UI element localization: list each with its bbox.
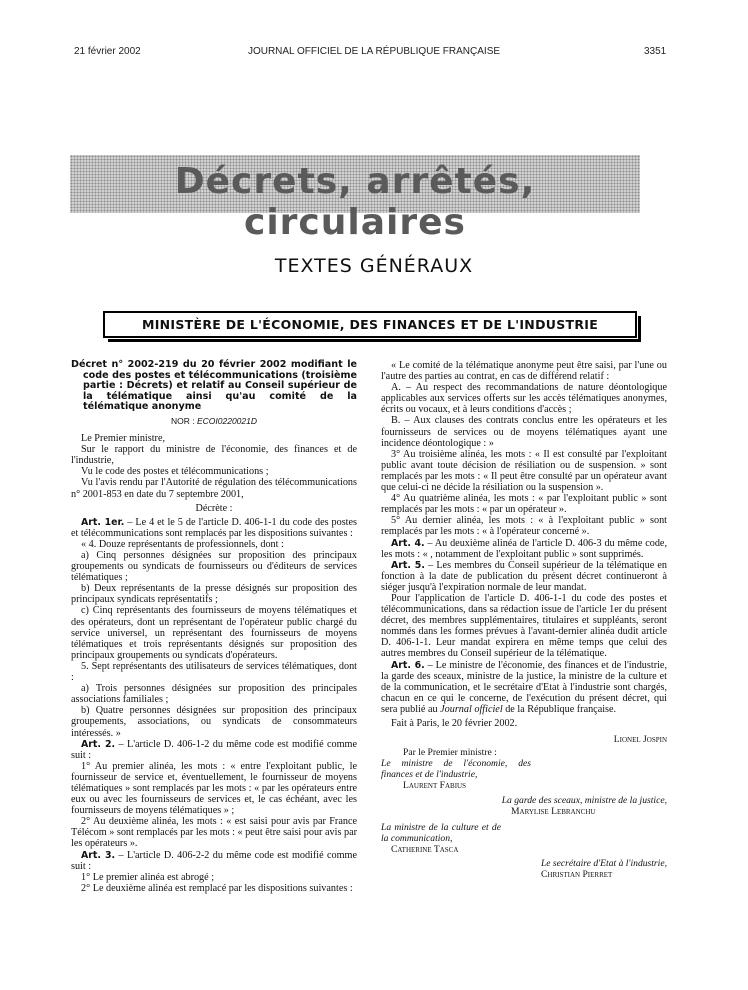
paragraph: B. – Aux clauses des contrats conclus entre les opérateurs et les fournisseurs de services ou de moyens télématiques ayant une incidence déontologique : » xyxy=(381,415,667,449)
article-6: Art. 6. – Le ministre de l'économie, des finances et de l'industrie, la garde des sceaux, ministre de la justice, la ministre de la culture et de la communication, et le secrétaire d'Etat à l'industrie sont chargés, chacun en ce qui le concerne, de l'exécution du présent décret, qui sera publié au Journal officiel de la République française. xyxy=(381,659,667,715)
nor-line: NOR : ECOI0220021D xyxy=(170,415,257,426)
article-3: Art. 3. – L'article D. 406-2-2 du même code est modifié comme suit : xyxy=(71,849,357,872)
paragraph: 2° Au deuxième alinéa, les mots : « est saisi pour avis par France Télécom » sont remplacés par les mots : « peut être saisi pour avis par les opérateurs ». xyxy=(71,816,357,850)
paragraph: Sur le rapport du ministre de l'économie, des finances et de l'industrie, xyxy=(71,444,357,467)
signature-industrie-name: Christian Pierret xyxy=(541,869,613,881)
paragraph: 4° Au quatrième alinéa, les mots : « par l'exploitant public » sont remplacés par les mots : « par un opérateur ». xyxy=(381,493,667,516)
signature-industrie-title: Le secrétaire d'Etat à l'industrie, xyxy=(540,858,667,870)
article-4: Art. 4. – Au deuxième alinéa de l'article D. 406-3 du même code, les mots : « , notamment de l'exploitant public » sont supprimés. xyxy=(381,537,667,560)
page-number: 3351 xyxy=(644,46,667,57)
paragraph: Le Premier ministre, xyxy=(81,433,166,445)
signature-eco-name: Laurent Fabius xyxy=(403,780,466,792)
signature-justice-title: La garde des sceaux, ministre de la justice, xyxy=(501,794,667,806)
paragraph: 1° Le premier alinéa est abrogé ; xyxy=(81,871,215,883)
paragraph: 1° Au premier alinéa, les mots : « entre l'exploitant public, le fournisseur de service et, éventuellement, le fournisseur de moyens télématiques » sont remplacés par les mots : « par les opérateurs entre eux ou avec les fournisseurs de services et, le cas échéant, avec les fournisseurs de moyens télématiques » ; xyxy=(71,760,357,817)
ministry-box xyxy=(103,311,637,338)
paragraph: Vu le code des postes et télécommunications ; xyxy=(81,466,269,478)
article-2: Art. 2. – L'article D. 406-1-2 du même code est modifié comme suit : xyxy=(71,738,357,761)
done-at: Fait à Paris, le 20 février 2002. xyxy=(391,718,518,729)
paragraph: b) Deux représentants de la presse désignés sur proposition des principaux syndicats représentatifs ; xyxy=(71,583,357,606)
decree-title: Décret n° 2002-219 du 20 février 2002 modifiant le code des postes et télécommunications (troisième partie : Décrets) et relatif au Conseil supérieur de la télématique ainsi qu'au comité de la télématique anonyme xyxy=(71,359,357,413)
paragraph: b) Quatre personnes désignées sur proposition des principaux groupements, associations, ou syndicats de consommateurs intéressés. » xyxy=(71,705,357,739)
paragraph: A. – Au respect des recommandations de nature déontologique applicables aux services offerts sur les accès télématiques anonymes, écrits ou vocaux, et à leurs conditions d'accès ; xyxy=(381,382,667,416)
decrete-label: Décrète : xyxy=(195,502,233,514)
nor-code: ECOI0220021D xyxy=(196,415,257,426)
paragraph: 5. Sept représentants des utilisateurs de services télématiques, dont : xyxy=(71,660,357,684)
ministry-title: MINISTÈRE DE L'ÉCONOMIE, DES FINANCES ET DE L'INDUSTRIE xyxy=(141,317,599,332)
article-5: Art. 5. – Les membres du Conseil supérieur de la télématique en fonction à la date de publication du présent décret continueront à siéger jusqu'à l'expiration normale de leur mandat. xyxy=(381,559,667,593)
paragraph: c) Cinq représentants des fournisseurs de moyens télématiques et des opérateurs, dont un représentant de l'opérateur public chargé du service universel, un représentant des fournisseurs de moyens télématiques et trois représentants désignés sur proposition des principaux groupements ou syndicats d'opérateurs. xyxy=(71,605,357,661)
section-banner xyxy=(70,155,640,243)
paragraph: « Le comité de la télématique anonyme peut être saisi, par l'une ou l'autre des parties au contrat, en cas de différend relatif : xyxy=(381,360,667,383)
paragraph: « 4. Douze représentants de professionnels, dont : xyxy=(81,538,284,550)
signature-eco-title: Le ministre de l'économie, des finances et de l'industrie, xyxy=(381,758,531,781)
article-1: Art. 1er. – Le 4 et le 5 de l'article D. 406-1-1 du code des postes et télécommunications sont remplacés par les dispositions suivantes : xyxy=(71,516,357,539)
signature-culture-name: Catherine Tasca xyxy=(391,843,459,855)
paragraph: 5° Au dernier alinéa, les mots : « à l'exploitant public » sont remplacés par les mots : « à l'opérateur concerné ». xyxy=(381,515,667,538)
signature-culture-title: La ministre de la culture et de la communication, xyxy=(381,821,501,844)
paragraph: Pour l'application de l'article D. 406-1-1 du code des postes et télécommunications, dans sa rédaction issue de l'article 1er du présent décret, des membres supplémentaires, titulaires et suppléants, seront nommés dans les formes prévues à l'avant-dernier alinéa dudit article D. 406-1-1. Leur mandat expirera en même temps que celui des autres membres du Conseil supérieur de la télématique. xyxy=(381,592,667,660)
banner-title: Décrets, arrêtés, circulaires xyxy=(174,161,536,243)
paragraph: Vu l'avis rendu par l'Autorité de régulation des télécommunications n° 2001-853 en date du 7 septembre 2001, xyxy=(71,477,357,500)
signature-pm: Lionel Jospin xyxy=(613,734,667,746)
journal-title: JOURNAL OFFICIEL DE LA RÉPUBLIQUE FRANÇAISE xyxy=(247,46,501,57)
issue-date: 21 février 2002 xyxy=(74,46,141,57)
paragraph: a) Trois personnes désignées sur proposition des principales associations familiales ; xyxy=(71,683,357,706)
left-column xyxy=(71,360,357,894)
paragraph: 3° Au troisième alinéa, les mots : « Il est consulté par l'exploitant public avant toute décision de résiliation ou de suspension. » sont remplacés par les mots : « Il peut être consulté par un opérateur avant que celui-ci ne décide la résiliation ou la suspension ». xyxy=(381,448,667,494)
right-column xyxy=(381,360,667,880)
paragraph: 2° Le deuxième alinéa est remplacé par les dispositions suivantes : xyxy=(81,882,353,894)
signature-justice-name: Marylise Lebranchu xyxy=(511,805,596,817)
signature-par: Par le Premier ministre : xyxy=(403,747,497,759)
paragraph: a) Cinq personnes désignées sur proposition des principaux groupements ou syndicats de fournisseurs ou d'éditeurs de services télématiques ; xyxy=(71,550,357,584)
section-heading: TEXTES GÉNÉRAUX xyxy=(274,255,474,277)
